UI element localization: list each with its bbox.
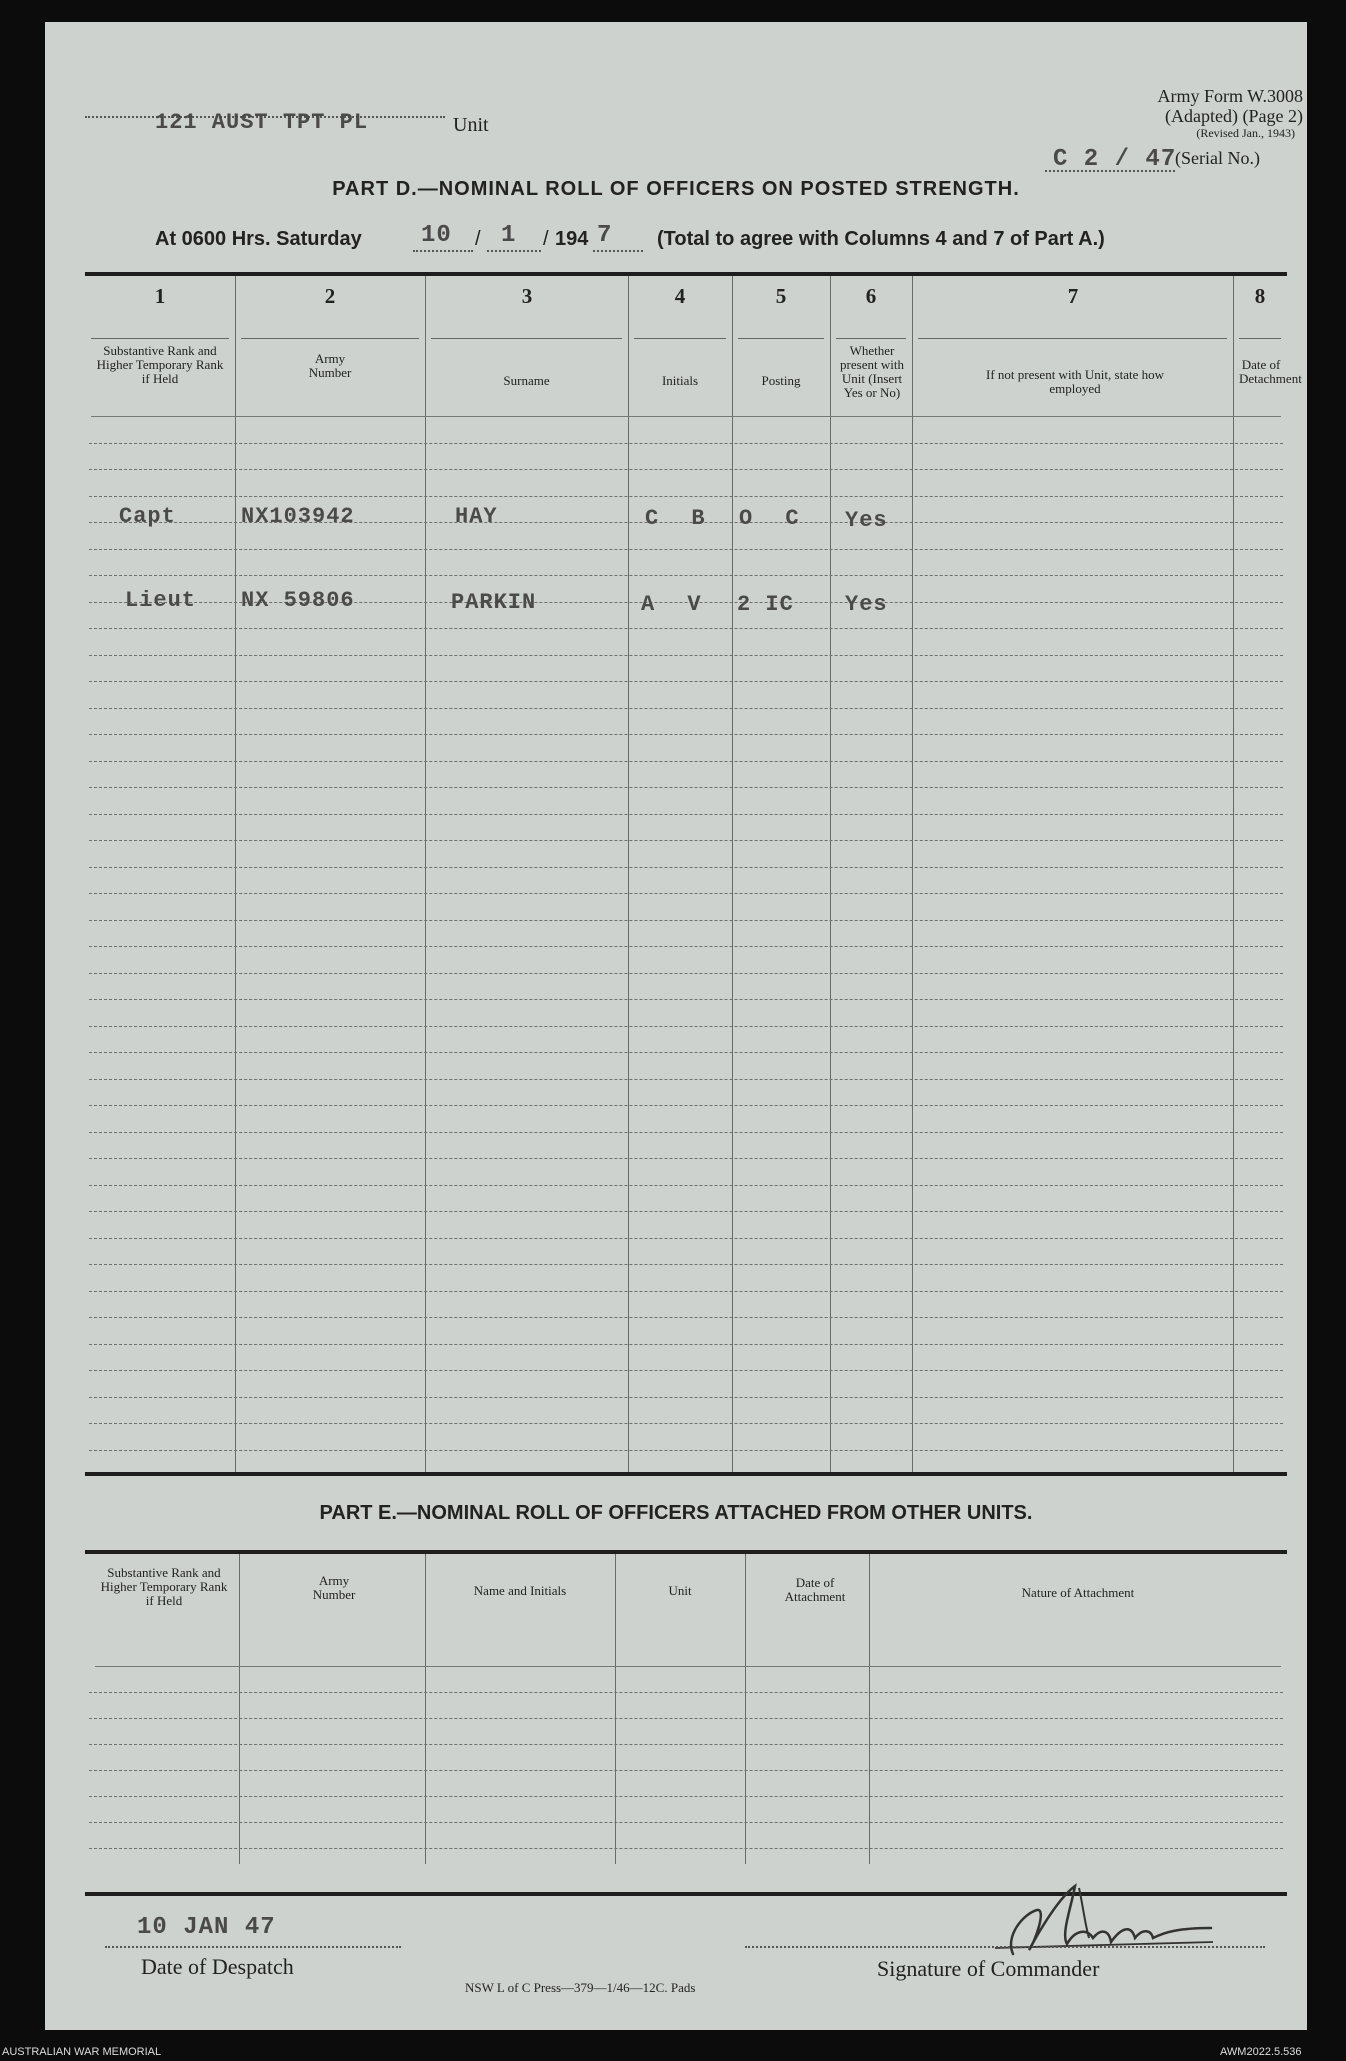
unit-label: Unit [453, 114, 489, 136]
row-2-present: Yes [845, 592, 888, 617]
header-rule [91, 338, 229, 339]
ruled-line [89, 1185, 1283, 1186]
signature-line [745, 1944, 1265, 1948]
ruled-line [89, 549, 1283, 550]
ruled-line [89, 1796, 1283, 1797]
commander-signature-icon [975, 1858, 1235, 1968]
ruled-line [89, 1822, 1283, 1823]
col-number: 5 [775, 284, 787, 308]
ruled-line [89, 1450, 1283, 1451]
header-rule [738, 338, 824, 339]
day-value: 10 [421, 222, 452, 249]
despatch-label: Date of Despatch [141, 1954, 294, 1979]
date-slash-2: / [543, 228, 549, 250]
part-d-table [85, 276, 1302, 1472]
ruled-line [89, 1423, 1283, 1424]
ruled-line [89, 999, 1283, 1000]
ruled-line [89, 1718, 1283, 1719]
ruled-line [89, 708, 1283, 709]
col-header-posting: Posting [761, 373, 801, 388]
col-number: 1 [154, 284, 166, 308]
despatch-date-value: 10 JAN 47 [137, 1914, 276, 1941]
ruled-line [89, 1370, 1283, 1371]
col-number: 3 [521, 284, 533, 308]
row-2-initials: A V [641, 592, 702, 617]
e-col-header-nature: Nature of Attachment [1021, 1585, 1135, 1600]
row-1-number: NX103942 [241, 504, 355, 529]
ruled-line [89, 1158, 1283, 1159]
ruled-line [89, 1344, 1283, 1345]
row-1-rank: Capt [119, 504, 176, 529]
part-e-row-lines [89, 1666, 1283, 1862]
ruled-line [89, 1026, 1283, 1027]
despatch-line [105, 1944, 401, 1948]
ruled-line [89, 814, 1283, 815]
date-slash-1: / [475, 228, 481, 250]
part-d-title: PART D.—NOMINAL ROLL OF OFFICERS ON POSTED STRENGTH. [332, 178, 1020, 200]
e-col-header-name: Name and Initials [473, 1583, 567, 1598]
col-number: 2 [324, 284, 336, 308]
ruled-line [89, 1132, 1283, 1133]
ruled-line [89, 893, 1283, 894]
ruled-line [89, 1211, 1283, 1212]
col-header-surname: Surname [503, 373, 550, 388]
col-header-present: Whether present with Unit (Insert Yes or No) [840, 343, 904, 400]
row-2-number: NX 59806 [241, 588, 355, 613]
row-2-posting: 2 IC [737, 592, 794, 617]
col-header-rank: Substantive Rank and Higher Temporary Rank if Held [96, 343, 224, 386]
month-value: 1 [501, 222, 517, 249]
ruled-line [89, 1692, 1283, 1693]
row-1-surname: HAY [455, 504, 498, 529]
ruled-line [89, 628, 1283, 629]
col-header-detachment: Date of Detachment [1239, 357, 1302, 386]
e-col-header-attachment-date: Date of Attachment [784, 1575, 846, 1604]
ruled-line [89, 1079, 1283, 1080]
ruled-line [89, 946, 1283, 947]
row-1-initials: C B [645, 506, 706, 531]
form-adapted: (Adapted) (Page 2) [1165, 106, 1303, 126]
col-number: 7 [1067, 284, 1079, 308]
header-rule [918, 338, 1227, 339]
ruled-line [89, 867, 1283, 868]
ruled-line [89, 840, 1283, 841]
ruled-line [89, 443, 1283, 444]
ruled-line [89, 655, 1283, 656]
row-2-rank: Lieut [125, 588, 197, 613]
row-1-present: Yes [845, 508, 888, 533]
row-2-surname: PARKIN [451, 590, 537, 615]
part-d-row-lines [89, 416, 1283, 1466]
ruled-line [89, 734, 1283, 735]
header-rule [431, 338, 622, 339]
col-header-employed: If not present with Unit, state how employed [986, 367, 1164, 396]
ruled-line [89, 575, 1283, 576]
col-header-initials: Initials [661, 373, 699, 388]
year-suffix: 7 [597, 222, 613, 249]
part-e-title: PART E.—NOMINAL ROLL OF OFFICERS ATTACHED FROM OTHER UNITS. [319, 1502, 1033, 1524]
ruled-line [89, 973, 1283, 974]
ruled-line [89, 787, 1283, 788]
ruled-line [89, 1848, 1283, 1849]
ruled-line [89, 1744, 1283, 1745]
ruled-line [89, 1105, 1283, 1106]
ruled-line [89, 1052, 1283, 1053]
archive-credit: AUSTRALIAN WAR MEMORIAL [2, 2046, 162, 2058]
ruled-line [89, 920, 1283, 921]
ruled-line [89, 469, 1283, 470]
year-prefix: 194 [555, 228, 589, 250]
col-number: 6 [865, 284, 877, 308]
ruled-line [89, 1238, 1283, 1239]
ruled-line [89, 681, 1283, 682]
ruled-line [89, 1317, 1283, 1318]
serial-label: (Serial No.) [1175, 148, 1260, 168]
serial-value: C 2 / 47 [1053, 146, 1177, 173]
form-number: Army Form W.3008 [1157, 86, 1303, 106]
header-rule [241, 338, 419, 339]
header-rule [1239, 338, 1281, 339]
total-note: (Total to agree with Columns 4 and 7 of Part A.) [657, 228, 1105, 250]
archive-id: AWM2022.5.536 [1220, 2046, 1302, 2058]
e-col-header-army-number: Army Number [312, 1573, 356, 1602]
time-prefix: At 0600 Hrs. Saturday [155, 228, 362, 250]
row-1-posting: O C [739, 506, 800, 531]
form-revised: (Revised Jan., 1943) [1196, 126, 1295, 140]
ruled-line [89, 1291, 1283, 1292]
ruled-line [89, 1397, 1283, 1398]
ruled-line [89, 761, 1283, 762]
col-number: 8 [1254, 284, 1266, 308]
col-header-army-number: Army Number [308, 351, 352, 380]
form-page [45, 22, 1307, 2030]
ruled-line [89, 1264, 1283, 1265]
e-col-header-rank: Substantive Rank and Higher Temporary Rank if Held [100, 1565, 228, 1608]
col-number: 4 [674, 284, 686, 308]
part-d-bottom-rule [85, 1472, 1287, 1476]
header-rule [634, 338, 726, 339]
press-line: NSW L of C Press—379—1/46—12C. Pads [465, 1980, 696, 1995]
ruled-line [89, 496, 1283, 497]
signature-label: Signature of Commander [877, 1956, 1100, 1981]
part-e-table [85, 1554, 1287, 1864]
e-col-header-unit: Unit [668, 1583, 692, 1598]
ruled-line [89, 1770, 1283, 1771]
unit-value: 121 AUST TPT PL [155, 110, 369, 135]
header-rule [836, 338, 906, 339]
